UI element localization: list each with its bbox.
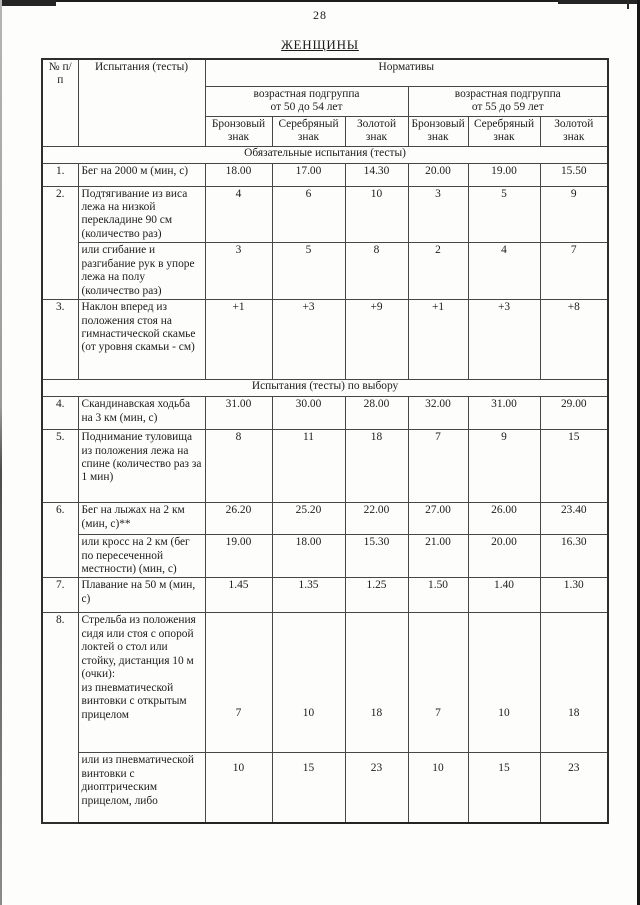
test-label: Поднимание туловища из положения лежа на спине (количество раз за 1 мин) (78, 430, 205, 503)
value-cell: 19.00 (468, 163, 540, 186)
value-cell: 15 (468, 753, 540, 823)
header-age-group-1 (205, 86, 408, 116)
table-row (42, 163, 608, 186)
table-row (42, 503, 608, 535)
value-cell: 1.25 (345, 578, 408, 613)
value-cell: +3 (272, 300, 345, 380)
value-cell: 31.00 (205, 397, 272, 430)
age-group-2-line-1: возрастная подгруппа (454, 87, 561, 100)
value-cell: 9 (468, 430, 540, 503)
value-cell: 31.00 (468, 397, 540, 430)
age-group-2-line-2: от 55 до 59 лет (471, 100, 544, 113)
test-label: Бег на 2000 м (мин, с) (78, 163, 205, 186)
value-cell: 15.50 (540, 163, 608, 186)
value-cell: 20.00 (468, 535, 540, 578)
row-number: 8. (42, 613, 78, 823)
value-cell: 8 (345, 243, 408, 300)
page-number: 28 (313, 8, 327, 22)
table-row (42, 430, 608, 503)
value-cell: 18 (345, 613, 408, 753)
value-cell: 7 (408, 613, 468, 753)
row-number: 7. (42, 578, 78, 613)
table-row (42, 300, 608, 380)
value-cell: 10 (468, 613, 540, 753)
age-group-1-line-2: от 50 до 54 лет (270, 100, 343, 113)
header-badge-bronze-1: Бронзовый знак (205, 116, 272, 146)
test-label (78, 613, 205, 753)
row-number: 1. (42, 163, 78, 186)
value-cell: 8 (205, 430, 272, 503)
value-cell: 23.40 (540, 503, 608, 535)
section-row-mandatory (42, 146, 608, 163)
section-title-optional: Испытания (тесты) по выбору (42, 380, 608, 397)
test-label-stem: Стрельба из положения сидя или стоя с опорой локтей о стол или стойку, дистанция 10 м (очки): (81, 614, 196, 681)
value-cell: 26.20 (205, 503, 272, 535)
header-tests: Испытания (тесты) (78, 59, 205, 146)
header-normatives: Нормативы (205, 59, 608, 86)
value-cell: +3 (468, 300, 540, 380)
value-cell: 15.30 (345, 535, 408, 578)
value-cell: 18 (540, 613, 608, 753)
table-row (42, 186, 608, 243)
value-cell: 4 (205, 186, 272, 243)
scan-edge-left (0, 0, 2, 905)
value-cell: 27.00 (408, 503, 468, 535)
value-cell: 18.00 (205, 163, 272, 186)
value-cell: 1.30 (540, 578, 608, 613)
value-cell: 7 (408, 430, 468, 503)
value-cell: 16.30 (540, 535, 608, 578)
value-cell: 15 (272, 753, 345, 823)
value-cell: 22.00 (345, 503, 408, 535)
test-label: или из пневматической винтовки с диоптрическим прицелом, либо (78, 753, 205, 823)
age-group-1-line-1: возрастная подгруппа (253, 87, 360, 100)
value-cell: 5 (468, 186, 540, 243)
value-cell: 18.00 (272, 535, 345, 578)
value-cell: 1.35 (272, 578, 345, 613)
test-label: Наклон вперед из положения стоя на гимнастической скамье (от уровня скамьи - см) (78, 300, 205, 380)
table-row (42, 243, 608, 300)
test-label: или кросс на 2 км (бег по пересеченной местности) (мин, с) (78, 535, 205, 578)
page-title: ЖЕНЩИНЫ (281, 37, 359, 52)
test-label-variant: из пневматической винтовки с открытым прицелом (81, 681, 187, 721)
header-badge-gold-2: Золотой знак (540, 116, 608, 146)
value-cell: 11 (272, 430, 345, 503)
table-row (42, 753, 608, 823)
table-row (42, 397, 608, 430)
table-row (42, 613, 608, 753)
row-number: 4. (42, 397, 78, 430)
value-cell: 14.30 (345, 163, 408, 186)
value-cell: 26.00 (468, 503, 540, 535)
standards-table (41, 58, 609, 824)
value-cell: 6 (272, 186, 345, 243)
row-number: 2. (42, 186, 78, 300)
row-number: 5. (42, 430, 78, 503)
row-number: 3. (42, 300, 78, 380)
value-cell: 30.00 (272, 397, 345, 430)
value-cell: 10 (408, 753, 468, 823)
value-cell: 10 (345, 186, 408, 243)
scan-edge-top-left (0, 0, 56, 6)
test-label: Подтягивание из виса лежа на низкой перекладине 90 см (количество раз) (78, 186, 205, 243)
value-cell: 23 (345, 753, 408, 823)
header-badge-gold-1: Золотой знак (345, 116, 408, 146)
value-cell: +8 (540, 300, 608, 380)
header-age-group-2 (408, 86, 608, 116)
value-cell: 10 (272, 613, 345, 753)
value-cell: +1 (408, 300, 468, 380)
value-cell: 1.45 (205, 578, 272, 613)
test-label: или сгибание и разгибание рук в упоре лежа на полу (количество раз) (78, 243, 205, 300)
value-cell: 7 (205, 613, 272, 753)
value-cell: 18 (345, 430, 408, 503)
value-cell: 1.40 (468, 578, 540, 613)
value-cell: 2 (408, 243, 468, 300)
section-row-optional (42, 380, 608, 397)
value-cell: 3 (408, 186, 468, 243)
header-row-1 (42, 59, 608, 86)
test-label: Плавание на 50 м (мин, с) (78, 578, 205, 613)
value-cell: 4 (468, 243, 540, 300)
value-cell: 29.00 (540, 397, 608, 430)
value-cell: 15 (540, 430, 608, 503)
value-cell: 7 (540, 243, 608, 300)
value-cell: 19.00 (205, 535, 272, 578)
table-row (42, 578, 608, 613)
value-cell: 23 (540, 753, 608, 823)
value-cell: 32.00 (408, 397, 468, 430)
value-cell: 9 (540, 186, 608, 243)
value-cell: 28.00 (345, 397, 408, 430)
value-cell: 1.50 (408, 578, 468, 613)
header-num: № п/п (42, 59, 78, 146)
value-cell: 5 (272, 243, 345, 300)
section-title-mandatory: Обязательные испытания (тесты) (42, 146, 608, 163)
value-cell: +9 (345, 300, 408, 380)
header-badge-silver-2: Серебряный знак (468, 116, 540, 146)
scan-edge-top (0, 0, 640, 2)
value-cell: 25.20 (272, 503, 345, 535)
table-row (42, 535, 608, 578)
value-cell: +1 (205, 300, 272, 380)
header-badge-bronze-2: Бронзовый знак (408, 116, 468, 146)
value-cell: 21.00 (408, 535, 468, 578)
test-label: Скандинавская ходьба на 3 км (мин, с) (78, 397, 205, 430)
header-badge-silver-1: Серебряный знак (272, 116, 345, 146)
test-label: Бег на лыжах на 2 км (мин, с)** (78, 503, 205, 535)
value-cell: 10 (205, 753, 272, 823)
value-cell: 17.00 (272, 163, 345, 186)
row-number: 6. (42, 503, 78, 578)
value-cell: 20.00 (408, 163, 468, 186)
value-cell: 3 (205, 243, 272, 300)
